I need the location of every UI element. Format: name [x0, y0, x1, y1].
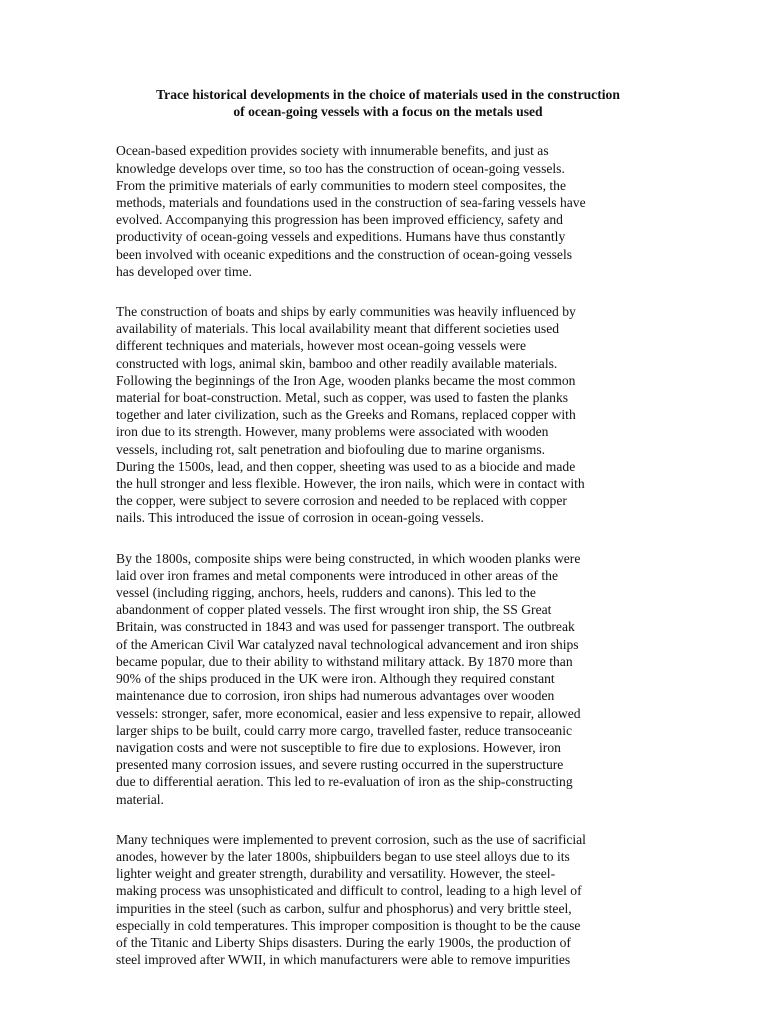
document-title: Trace historical developments in the choice of materials used in the construction of ocean-going vessels with a focus on the metals used	[156, 87, 620, 120]
document-body	[116, 86, 660, 968]
paragraph-intro: Ocean-based expedition provides society with innumerable benefits, and just as knowledge develops over time, so too has the construction of ocean-going vessels. From the primitive materials of early communities to modern steel composites, the methods, materials and foundations used in the construction of sea-faring vessels have evolved. Accompanying this progression has been improved efficiency, safety and productivity of ocean-going vessels and expeditions. Humans have thus constantly been involved with oceanic expeditions and the construction of ocean-going vessels has developed over time.	[116, 143, 586, 279]
paragraph-early-communities: The construction of boats and ships by early communities was heavily influenced by availability of materials. This local availability meant that different societies used different techniques and materials, however most ocean-going vessels were constructed with logs, animal skin, bamboo and other readily available materials. Following the beginnings of the Iron Age, wooden planks became the most common material for boat-construction. Metal, such as copper, was used to fasten the planks together and later civilization, such as the Greeks and Romans, replaced copper with iron due to its strength. However, many problems were associated with wooden vessels, including rot, salt penetration and biofouling due to marine organisms. During the 1500s, lead, and then copper, sheeting was used to as a biocide and made the hull stronger and less flexible. However, the iron nails, which were in contact with the copper, were subject to severe corrosion and needed to be replaced with copper nails. This introduced the issue of corrosion in ocean-going vessels.	[116, 304, 585, 526]
paragraph-steel-alloys: Many techniques were implemented to prevent corrosion, such as the use of sacrificial anodes, however by the later 1800s, shipbuilders began to use steel alloys due to its lighter weight and greater strength, durability and versatility. However, the steel- making process was unsophisticated and difficult to control, leading to a high level of impurities in the steel (such as carbon, sulfur and phosphorus) and very brittle steel, especially in cold temperatures. This improper composition is thought to be the cause of the Titanic and Liberty Ships disasters. During the early 1900s, the production of steel improved after WWII, in which manufacturers were able to remove impurities	[116, 831, 586, 968]
paragraph-iron-ships: By the 1800s, composite ships were being constructed, in which wooden planks were laid over iron frames and metal components were introduced in other areas of the vessel (including rigging, anchors, heels, rudders and canons). This led to the abandonment of copper plated vessels. The first wrought iron ship, the SS Great Britain, was constructed in 1843 and was used for passenger transport. The outbreak of the American Civil War catalyzed naval technological advancement and iron ships became popular, due to their ability to withstand military attack. By 1870 more than 90% of the ships produced in the UK were iron. Although they required constant maintenance due to corrosion, iron ships had numerous advantages over wooden vessels: stronger, safer, more economical, easier and less expensive to repair, allowed larger ships to be built, could carry more cargo, travelled faster, reduce transoceanic navigation costs and were not susceptible to fire due to explosions. However, iron presented many corrosion issues, and severe rusting occurred in the superstructure due to differential aeration. This led to re-evaluation of iron as the ship-constructing material.	[116, 550, 581, 807]
